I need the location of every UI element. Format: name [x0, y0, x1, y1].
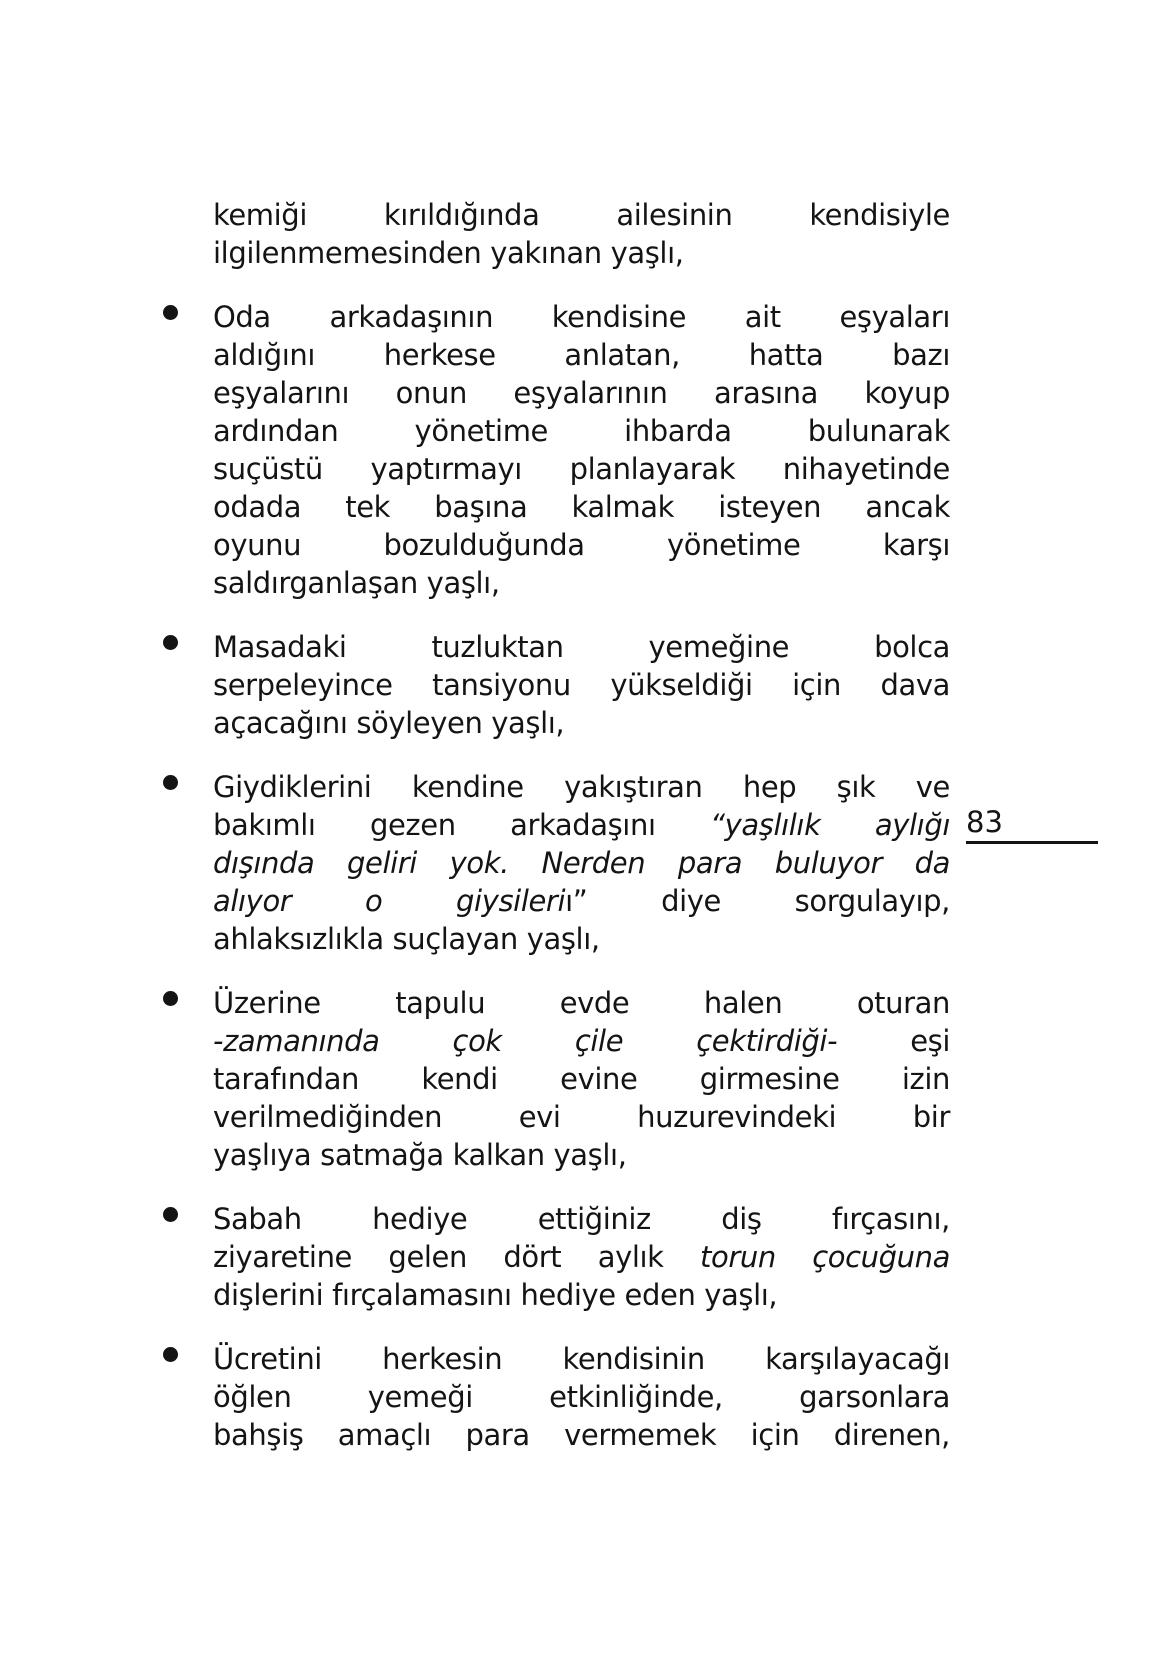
text-segment: tarafından kendi evine girmesine izin	[213, 1062, 950, 1096]
text-line	[213, 1238, 950, 1276]
bullet-item	[213, 628, 950, 742]
text-segment: ziyaretine gelen dört aylık	[213, 1240, 700, 1274]
text-line	[213, 806, 950, 844]
text-line	[213, 984, 950, 1022]
bullet-marker-icon	[163, 1207, 178, 1222]
text-segment: ahlaksızlıkla suçlayan yaşlı,	[213, 922, 600, 956]
text-line	[213, 298, 950, 336]
text-line	[213, 374, 950, 412]
bullet-marker-icon	[163, 635, 178, 650]
page-number-note	[966, 805, 1098, 844]
text-segment: açacağını söyleyen yaşlı,	[213, 706, 565, 740]
text-segment: dişlerini fırçalamasını hediye eden yaşlı,	[213, 1278, 778, 1312]
text-segment: Sabah hediye ettiğiniz diş fırçasını,	[213, 1202, 950, 1236]
text-line	[213, 1200, 950, 1238]
text-line	[213, 1276, 950, 1314]
bullet-marker-icon	[163, 991, 178, 1006]
italic-text-segment: “yaşlılık aylığı	[710, 808, 950, 842]
bullet-marker-icon	[163, 775, 178, 790]
text-line	[213, 628, 950, 666]
text-segment: Giydiklerini kendine yakıştıran hep şık ve	[213, 770, 950, 804]
italic-text-segment: dışında geliri yok. Nerden para buluyor da	[213, 846, 950, 880]
text-segment: verilmediğinden evi huzurevindeki bir	[213, 1100, 950, 1134]
text-line	[213, 234, 950, 272]
text-line	[213, 336, 950, 374]
text-segment: aldığını herkese anlatan, hatta bazı	[213, 338, 950, 372]
text-line	[213, 526, 950, 564]
text-line	[213, 882, 950, 920]
text-line	[213, 844, 950, 882]
text-segment: ilgilenmemesinden yakınan yaşlı,	[213, 236, 684, 270]
text-segment: ı” diye sorgulayıp,	[565, 884, 950, 918]
text-segment: kemiği kırıldığında ailesinin kendisiyle	[213, 198, 950, 232]
text-segment: Masadaki tuzluktan yemeğine bolca	[213, 630, 950, 664]
bullet-marker-icon	[163, 1347, 178, 1362]
text-segment: odada tek başına kalmak isteyen ancak	[213, 490, 950, 524]
text-column	[213, 196, 950, 1454]
text-segment: bakımlı gezen arkadaşını	[213, 808, 710, 842]
text-line	[213, 450, 950, 488]
text-line	[213, 1136, 950, 1174]
text-line	[213, 1060, 950, 1098]
text-segment: Ücretini herkesin kendisinin karşılayacağı	[213, 1342, 950, 1376]
bullet-marker-icon	[163, 305, 178, 320]
text-line	[213, 1416, 950, 1454]
text-line	[213, 1098, 950, 1136]
text-segment: Üzerine tapulu evde halen oturan	[213, 986, 950, 1020]
bullet-item	[213, 768, 950, 958]
text-segment: eşi	[837, 1024, 950, 1058]
text-line	[213, 768, 950, 806]
page-number: 83	[966, 805, 1003, 839]
text-line	[213, 488, 950, 526]
text-segment: suçüstü yaptırmayı planlayarak nihayetinde	[213, 452, 950, 486]
text-line	[213, 1378, 950, 1416]
bullet-item	[213, 1340, 950, 1454]
paragraph	[213, 196, 950, 272]
text-line	[213, 564, 950, 602]
text-segment: Oda arkadaşının kendisine ait eşyaları	[213, 300, 950, 334]
bullet-item	[213, 298, 950, 602]
text-line	[213, 704, 950, 742]
text-segment: saldırganlaşan yaşlı,	[213, 566, 500, 600]
text-segment: öğlen yemeği etkinliğinde, garsonlara	[213, 1380, 950, 1414]
italic-text-segment: alıyor o giysileri	[213, 884, 566, 918]
italic-text-segment: -zamanında çok çile çektirdiği-	[213, 1024, 838, 1058]
text-segment: serpeleyince tansiyonu yükseldiği için dava	[213, 668, 950, 702]
text-line	[213, 666, 950, 704]
text-segment: eşyalarını onun eşyalarının arasına koyup	[213, 376, 950, 410]
text-segment: bahşiş amaçlı para vermemek için direnen,	[213, 1418, 950, 1452]
text-segment: oyunu bozulduğunda yönetime karşı	[213, 528, 950, 562]
bullet-item	[213, 1200, 950, 1314]
bullet-item	[213, 984, 950, 1174]
text-line	[213, 1340, 950, 1378]
text-segment: ardından yönetime ihbarda bulunarak	[213, 414, 950, 448]
italic-text-segment: torun çocuğuna	[700, 1240, 950, 1274]
text-line	[213, 920, 950, 958]
text-line	[213, 412, 950, 450]
text-segment: yaşlıya satmağa kalkan yaşlı,	[213, 1138, 627, 1172]
text-line	[213, 1022, 950, 1060]
text-line	[213, 196, 950, 234]
